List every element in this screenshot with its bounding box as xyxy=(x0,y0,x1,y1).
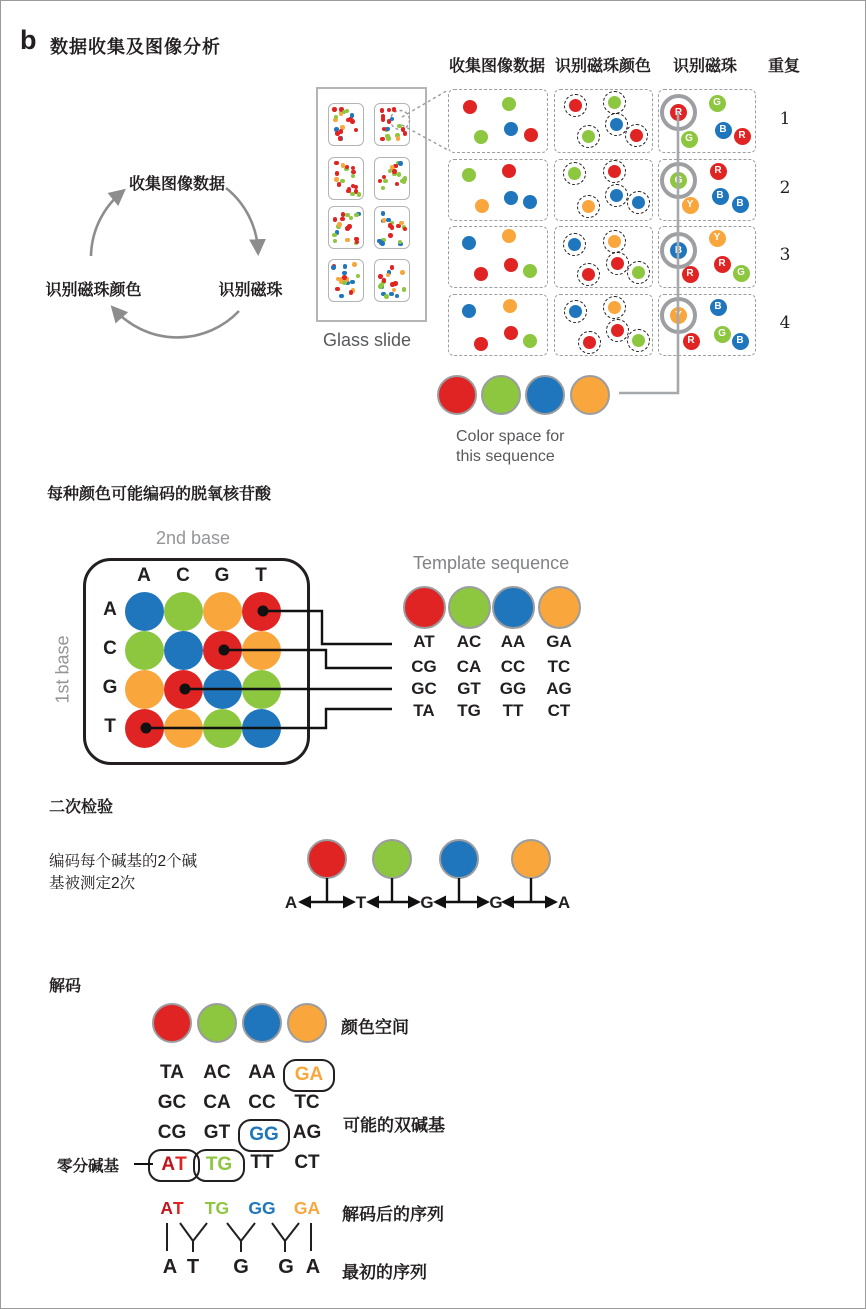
page-title: 数据收集及图像分析 xyxy=(50,37,221,57)
decoded-pair xyxy=(150,1198,194,1219)
bead-badge: G xyxy=(714,326,731,343)
decode-cell: GG xyxy=(238,1119,290,1152)
slide-dot xyxy=(380,137,385,142)
bead-id-ring xyxy=(625,124,648,147)
slide-dot xyxy=(332,233,337,238)
bead-dot xyxy=(583,336,596,349)
slide-dot xyxy=(347,224,352,229)
slide-dot xyxy=(392,288,397,293)
matrix-cell xyxy=(242,709,281,748)
slide-dot xyxy=(381,117,386,122)
bead-badge: B xyxy=(715,122,732,139)
slide-dot xyxy=(345,238,350,243)
slide-dot xyxy=(333,239,338,244)
repeat-number: 3 xyxy=(779,245,791,265)
original-base: G xyxy=(233,1256,249,1278)
slide-dot xyxy=(401,127,406,132)
slide-dot xyxy=(351,174,356,179)
image-panel-raw xyxy=(448,226,548,288)
decode-cell: TT xyxy=(250,1152,274,1173)
dinucleotide: TC xyxy=(547,657,571,676)
bead-dot xyxy=(474,337,488,351)
color-space-circle xyxy=(525,375,565,415)
pair-second-base: T xyxy=(175,1154,187,1175)
image-panel-raw xyxy=(448,89,548,153)
slide-dot xyxy=(332,107,337,112)
image-panel-raw xyxy=(448,159,548,221)
slide-dot xyxy=(349,216,354,221)
slide-dot xyxy=(343,264,348,269)
matrix-cell xyxy=(203,631,242,670)
slide-dot xyxy=(354,128,359,133)
template-sequence-label: Template sequence xyxy=(413,553,570,573)
bead-badge: R xyxy=(714,256,731,273)
slide-dot xyxy=(349,290,354,295)
image-panel-identify-bead xyxy=(658,159,756,221)
bead-id-ring xyxy=(627,191,650,214)
slide-square xyxy=(328,206,364,249)
bead-id-ring xyxy=(577,195,600,218)
decoded-pair: TG xyxy=(204,1198,230,1218)
glass-slide xyxy=(316,87,427,322)
slide-dot xyxy=(334,161,339,166)
matrix-row-label: A xyxy=(103,599,117,620)
slide-dot xyxy=(390,225,395,230)
bead-id-ring xyxy=(603,160,626,183)
decoded-pair: GA xyxy=(293,1198,321,1218)
second-check-note-2: 基被测定2次 xyxy=(49,875,136,892)
dinucleotide: CG xyxy=(411,657,437,676)
decoded-pair: GG xyxy=(248,1198,276,1218)
cycle-arrows xyxy=(91,188,258,337)
template-circle xyxy=(448,586,491,629)
decode-color-circle xyxy=(152,1003,192,1043)
slide-dot xyxy=(342,110,347,115)
slide-dot xyxy=(382,278,387,283)
image-panel-identify-color xyxy=(554,294,653,356)
encoding-heading: 每种颜色可能编码的脱氧核苷酸 xyxy=(47,486,272,503)
decode-color-circle xyxy=(287,1003,327,1043)
matrix-cell xyxy=(164,709,203,748)
bead-badge: Y xyxy=(670,307,687,324)
matrix-cell xyxy=(164,592,203,631)
slide-dot xyxy=(383,179,388,184)
dinucleotide: AG xyxy=(546,679,572,698)
decode-cell: TC xyxy=(294,1092,320,1113)
matrix-row-label: T xyxy=(104,716,116,737)
bead-dot xyxy=(582,200,595,213)
slide-dot xyxy=(335,287,340,292)
bead-id-ring xyxy=(606,319,629,342)
slide-dot xyxy=(392,169,397,174)
bead-badge: G xyxy=(681,131,698,148)
matrix-cell xyxy=(242,670,281,709)
slide-square xyxy=(374,206,410,249)
base-letter: A xyxy=(557,893,571,912)
matrix-cell xyxy=(242,592,281,631)
slide-dot xyxy=(399,221,404,226)
image-panel-identify-color xyxy=(554,226,653,288)
bead-dot xyxy=(523,195,537,209)
dinucleotide: TT xyxy=(502,701,524,720)
bead-dot xyxy=(630,129,643,142)
bead-badge: Y xyxy=(682,197,699,214)
image-panel-identify-bead xyxy=(658,226,756,288)
slide-dot xyxy=(333,217,338,222)
slide-dot xyxy=(352,262,357,267)
bead-dot xyxy=(569,99,582,112)
slide-dot xyxy=(381,211,386,216)
pair-first-base: A xyxy=(161,1154,176,1175)
matrix-col-label: T xyxy=(255,565,267,586)
bead-dot xyxy=(475,199,489,213)
bead-badge: B xyxy=(732,196,749,213)
image-panel-identify-color xyxy=(554,89,653,153)
bead-dot xyxy=(632,196,645,209)
lollipop-circle xyxy=(511,839,551,879)
column-header: 收集图像数据 xyxy=(448,58,545,75)
original-seq-label: 最初的序列 xyxy=(342,1263,427,1282)
dinucleotide: AC xyxy=(456,632,482,651)
slide-dot xyxy=(350,119,355,124)
slide-dot xyxy=(393,281,398,286)
bead-id-ring xyxy=(577,263,600,286)
matrix-cell xyxy=(242,631,281,670)
bead-id-ring xyxy=(578,331,601,354)
slide-dot xyxy=(350,113,355,118)
slide-dot xyxy=(355,240,360,245)
matrix-cell xyxy=(203,592,242,631)
bead-id-ring xyxy=(603,230,626,253)
slide-dot xyxy=(384,294,389,299)
matrix-col-label: G xyxy=(214,565,230,586)
second-check-heading: 二次检验 xyxy=(49,799,114,816)
color-space-caption-1: Color space for xyxy=(456,428,565,445)
bead-dot xyxy=(504,191,518,205)
slide-dot xyxy=(382,127,387,132)
axis-2nd-base: 2nd base xyxy=(155,528,231,548)
bead-dot xyxy=(462,168,476,182)
decode-color-circle xyxy=(242,1003,282,1043)
slide-dot xyxy=(378,179,383,184)
matrix-cell xyxy=(164,631,203,670)
template-circle xyxy=(403,586,446,629)
slide-dot xyxy=(389,292,394,297)
lollipop-circle xyxy=(439,839,479,879)
matrix-cell xyxy=(203,709,242,748)
slide-dot xyxy=(345,213,350,218)
matrix-col-label: C xyxy=(176,565,190,586)
slide-dot xyxy=(340,179,345,184)
matrix-col-label: A xyxy=(137,565,151,586)
decode-cell: GT xyxy=(203,1122,231,1143)
dinucleotide: AA xyxy=(500,632,526,651)
decode-cell: AG xyxy=(292,1122,322,1143)
bead-dot xyxy=(463,100,477,114)
zero-base-label: 零分碱基 xyxy=(57,1158,120,1175)
bead-id-ring xyxy=(605,184,628,207)
decode-cell: GC xyxy=(157,1092,187,1113)
tracked-bead xyxy=(660,297,697,334)
slide-dot xyxy=(379,283,384,288)
slide-dot xyxy=(335,171,340,176)
tracked-bead xyxy=(660,94,697,131)
slide-dot xyxy=(354,213,359,218)
slide-square xyxy=(374,259,410,302)
bead-dot xyxy=(568,238,581,251)
column-header: 识别磁珠 xyxy=(672,58,737,75)
color-space-circle xyxy=(437,375,477,415)
axis-1st-base: 1st base xyxy=(52,635,73,704)
bead-badge: B xyxy=(670,242,687,259)
slide-dot xyxy=(335,131,340,136)
slide-dot xyxy=(390,265,395,270)
dinucleotide: CC xyxy=(500,657,526,676)
base-letter: G xyxy=(489,893,503,912)
bead-dot xyxy=(608,235,621,248)
slide-dot xyxy=(403,131,408,136)
bead-dot xyxy=(474,267,488,281)
tracked-bead xyxy=(660,232,697,269)
slide-dot xyxy=(350,192,355,197)
slide-dot xyxy=(394,164,399,169)
decode-cell: AA xyxy=(248,1062,276,1083)
slide-square xyxy=(328,259,364,302)
slide-dot xyxy=(334,177,339,182)
slide-dot xyxy=(337,182,342,187)
bead-dot xyxy=(502,164,516,178)
slide-dot xyxy=(388,233,393,238)
matrix-cell xyxy=(125,709,164,748)
slide-dot xyxy=(398,161,403,166)
slide-dot xyxy=(400,270,405,275)
original-base: A xyxy=(305,1256,321,1278)
slide-square xyxy=(374,103,410,146)
bead-dot xyxy=(502,229,516,243)
bead-dot xyxy=(632,334,645,347)
slide-dot xyxy=(396,136,401,141)
matrix-cell xyxy=(203,670,242,709)
bead-dot xyxy=(611,257,624,270)
decoded-seq-label: 解码后的序列 xyxy=(342,1205,444,1224)
dinucleotide: TA xyxy=(413,701,435,720)
slide-dot xyxy=(395,182,400,187)
bead-badge: G xyxy=(709,95,726,112)
slide-dot xyxy=(382,218,387,223)
repeat-number: 4 xyxy=(779,313,791,333)
slide-dot xyxy=(339,294,344,299)
dinucleotide: CA xyxy=(456,657,482,676)
slide-dot xyxy=(402,287,407,292)
decode-cell: TG xyxy=(193,1149,245,1182)
dinucleotide: TG xyxy=(457,701,481,720)
cycle-label-collect: 收集图像数据 xyxy=(128,176,225,193)
slide-dot xyxy=(380,108,385,113)
matrix-cell xyxy=(125,592,164,631)
lollipop-circle xyxy=(372,839,412,879)
dinucleotide: GT xyxy=(457,679,481,698)
slide-square xyxy=(328,103,364,146)
bead-id-ring xyxy=(564,300,587,323)
tracked-bead xyxy=(660,162,697,199)
original-base: A xyxy=(162,1256,178,1278)
bead-id-ring xyxy=(563,162,586,185)
bead-badge: R xyxy=(734,128,751,145)
bead-dot xyxy=(582,268,595,281)
column-header: 重复 xyxy=(767,58,800,75)
bead-dot xyxy=(504,326,518,340)
matrix-cell xyxy=(164,670,203,709)
decode-colorspace-label: 颜色空间 xyxy=(341,1018,409,1037)
bead-id-ring xyxy=(563,233,586,256)
bead-badge: B xyxy=(732,333,749,350)
decode-cell: AC xyxy=(203,1062,231,1083)
base-letter: T xyxy=(355,893,367,912)
bead-dot xyxy=(523,264,537,278)
image-panel-raw xyxy=(448,294,548,356)
bead-dot xyxy=(502,97,516,111)
slide-dot xyxy=(356,274,361,279)
pair-second-base: T xyxy=(172,1198,184,1218)
dinucleotide: GG xyxy=(499,679,527,698)
template-circle xyxy=(538,586,581,629)
original-base: T xyxy=(186,1256,200,1278)
bead-dot xyxy=(503,299,517,313)
bead-dot xyxy=(523,334,537,348)
cycle-label-identify-color: 识别磁珠颜色 xyxy=(45,282,142,299)
slide-dot xyxy=(395,294,400,299)
bead-dot xyxy=(504,258,518,272)
bead-dot xyxy=(632,266,645,279)
matrix-cell xyxy=(125,670,164,709)
dinucleotide: GA xyxy=(546,632,572,651)
repeat-number: 1 xyxy=(779,109,791,129)
bead-dot xyxy=(582,130,595,143)
base-letter: G xyxy=(420,893,434,912)
bead-dot xyxy=(569,305,582,318)
decode-connectors xyxy=(167,1223,311,1252)
glass-slide-label: Glass slide xyxy=(323,330,412,350)
slide-dot xyxy=(331,265,336,270)
decode-cell: TA xyxy=(160,1062,184,1083)
slide-dot xyxy=(390,117,395,122)
decode-heading: 解码 xyxy=(49,978,82,995)
base-letter: A xyxy=(284,893,298,912)
decode-cell: CG xyxy=(157,1122,187,1143)
second-check-note-1: 编码每个碱基的2个碱 xyxy=(49,853,198,870)
slide-dot xyxy=(380,241,385,246)
slide-square xyxy=(328,157,364,200)
bead-badge: R xyxy=(683,333,700,350)
bead-badge: G xyxy=(733,265,750,282)
bead-badge: R xyxy=(710,163,727,180)
bead-dot xyxy=(610,118,623,131)
dinucleotide: AT xyxy=(413,632,435,651)
decode-cell: CT xyxy=(294,1152,320,1173)
decode-cell: GA xyxy=(283,1059,335,1092)
bead-dot xyxy=(504,122,518,136)
possible-dibase-label: 可能的双碱基 xyxy=(343,1116,445,1135)
bead-badge: Y xyxy=(709,230,726,247)
repeat-number: 2 xyxy=(779,178,791,198)
slide-dot xyxy=(386,273,391,278)
bead-badge: G xyxy=(670,172,687,189)
decode-cell: CC xyxy=(248,1092,276,1113)
slide-dot xyxy=(357,192,362,197)
cycle-label-identify-bead: 识别磁珠 xyxy=(218,282,283,299)
image-panel-identify-bead xyxy=(658,294,756,356)
slide-dot xyxy=(397,124,402,129)
bead-dot xyxy=(524,128,538,142)
original-base: G xyxy=(278,1256,294,1278)
bead-id-ring xyxy=(603,91,626,114)
pair-first-base: A xyxy=(160,1198,173,1218)
decode-cell: CA xyxy=(203,1092,231,1113)
bead-dot xyxy=(462,304,476,318)
bead-dot xyxy=(608,96,621,109)
bead-badge: B xyxy=(710,299,727,316)
image-panel-identify-color xyxy=(554,159,653,221)
bead-dot xyxy=(462,236,476,250)
bead-badge: R xyxy=(682,266,699,283)
slide-dot xyxy=(337,222,342,227)
lollipop-circle xyxy=(307,839,347,879)
bead-badge: R xyxy=(670,104,687,121)
panel-letter: b xyxy=(20,25,37,55)
matrix-row-label: C xyxy=(103,638,117,659)
slide-dot xyxy=(403,227,408,232)
column-header: 识别磁珠颜色 xyxy=(554,58,651,75)
decode-color-circle xyxy=(197,1003,237,1043)
color-space-caption-2: this sequence xyxy=(456,448,555,465)
bead-dot xyxy=(608,165,621,178)
bead-dot xyxy=(611,324,624,337)
slide-dot xyxy=(351,170,356,175)
slide-square xyxy=(374,157,410,200)
dinucleotide: CT xyxy=(547,701,571,720)
image-panel-identify-bead xyxy=(658,89,756,153)
slide-dot xyxy=(381,186,386,191)
bead-id-ring xyxy=(627,261,650,284)
slide-dot xyxy=(340,217,345,222)
bead-id-ring xyxy=(564,94,587,117)
bead-dot xyxy=(608,301,621,314)
bead-dot xyxy=(610,189,623,202)
bead-id-ring xyxy=(603,296,626,319)
slide-dot xyxy=(387,108,392,113)
color-space-circle xyxy=(570,375,610,415)
matrix-cell xyxy=(125,631,164,670)
slide-dot xyxy=(392,107,397,112)
bead-dot xyxy=(568,167,581,180)
bead-badge: B xyxy=(712,188,729,205)
matrix-row-label: G xyxy=(102,677,118,698)
template-circle xyxy=(492,586,535,629)
slide-dot xyxy=(342,275,347,280)
slide-dot xyxy=(350,280,355,285)
bead-dot xyxy=(474,130,488,144)
color-space-circle xyxy=(481,375,521,415)
bead-id-ring xyxy=(606,252,629,275)
bead-id-ring xyxy=(577,125,600,148)
bead-id-ring xyxy=(627,329,650,352)
slide-dot xyxy=(397,172,402,177)
dinucleotide: GC xyxy=(411,679,437,698)
